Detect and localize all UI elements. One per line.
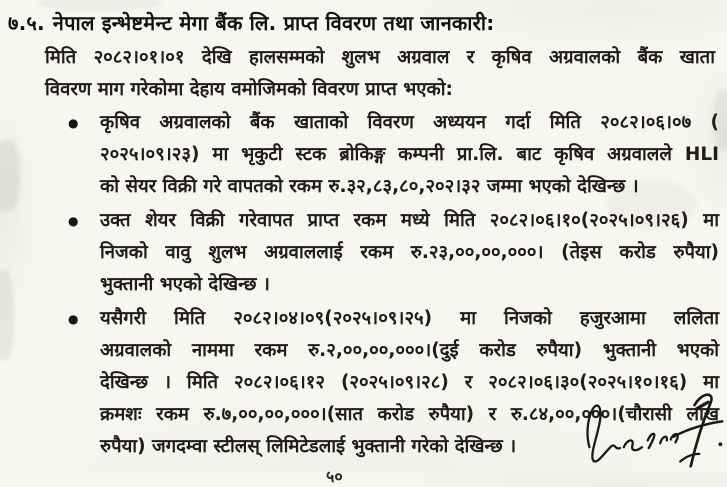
page-number-partial: ५० xyxy=(326,465,343,487)
text-line: रुपैया) जगदम्वा स्टीलस् लिमिटेडलाई भुक्तानी गरेको देखिन्छ । xyxy=(100,431,719,463)
text-line: को सेयर विक्री गरे वापतको रकम रु.३२,८३,८०,२०२।३२ जम्मा भएको देखिन्छ । xyxy=(100,171,719,203)
handwritten-signature xyxy=(580,386,725,472)
list-item-text xyxy=(100,107,719,203)
intro-line: विवरण माग गरेकोमा देहाय वमोजिमको विवरण प्राप्त भएको: xyxy=(45,74,715,106)
bullet-icon: ● xyxy=(68,107,100,203)
text-line: देखिन्छ । मिति २०८२।०६।१२ (२०२५।०९।२८) र २०८२।०६।३०(२०२५।१०।१६) मा xyxy=(100,367,719,399)
section-heading xyxy=(8,8,719,38)
text-line: क्रमशः रकम रु.७,००,००,०००।(सात करोड रुपैया) र रु.८४,००,०००।(चौरासी लाख xyxy=(100,399,719,431)
text-line: उक्त शेयर विक्री गरेवापत प्राप्त रकम मध्ये मिति २०८२।०६।१०(२०२५।०९।२६) मा xyxy=(100,205,719,237)
text-line: निजको वावु शुलभ अग्रवाललाई रकम रु.२३,००,००,०००। (तेइस करोड रुपैया) xyxy=(100,237,719,269)
list-item-text xyxy=(100,205,719,301)
section-number: ७.५. xyxy=(8,8,45,38)
intro-paragraph xyxy=(45,42,715,106)
list-item xyxy=(68,107,719,203)
signature-icon xyxy=(580,386,725,472)
section-title: नेपाल इन्भेष्टमेन्ट मेगा बैंक लि. प्राप्त विवरण तथा जानकारी: xyxy=(53,8,495,38)
text-line: कृषिव अग्रवालको बैंक खाताको विवरण अध्ययन गर्दा मिति २०८२।०६।०७ ( xyxy=(100,107,719,139)
intro-line: मिति २०८२।०१।०१ देखि हालसम्मको शुलभ अग्रवाल र कृषिव अग्रवालको बैंक खाता xyxy=(45,42,715,74)
bullet-icon: ● xyxy=(68,303,100,463)
text-line: २०२५।०९।२३) मा भृकुटी स्टक ब्रोकिङ्ग कम्पनी प्रा.लि. बाट कृषिव अग्रवालले HLI xyxy=(100,139,719,171)
list-item xyxy=(68,205,719,301)
text-line: अग्रवालको नाममा रकम रु.२,००,००,०००।(दुई करोड रुपैया) भुक्तानी भएको xyxy=(100,335,719,367)
text-line: यसैगरी मिति २०८२।०४।०९(२०२५।०९।२५) मा निजको हजुरआमा ललिता xyxy=(100,303,719,335)
bullet-icon: ● xyxy=(68,205,100,301)
text-line: भुक्तानी भएको देखिन्छ । xyxy=(100,269,719,301)
